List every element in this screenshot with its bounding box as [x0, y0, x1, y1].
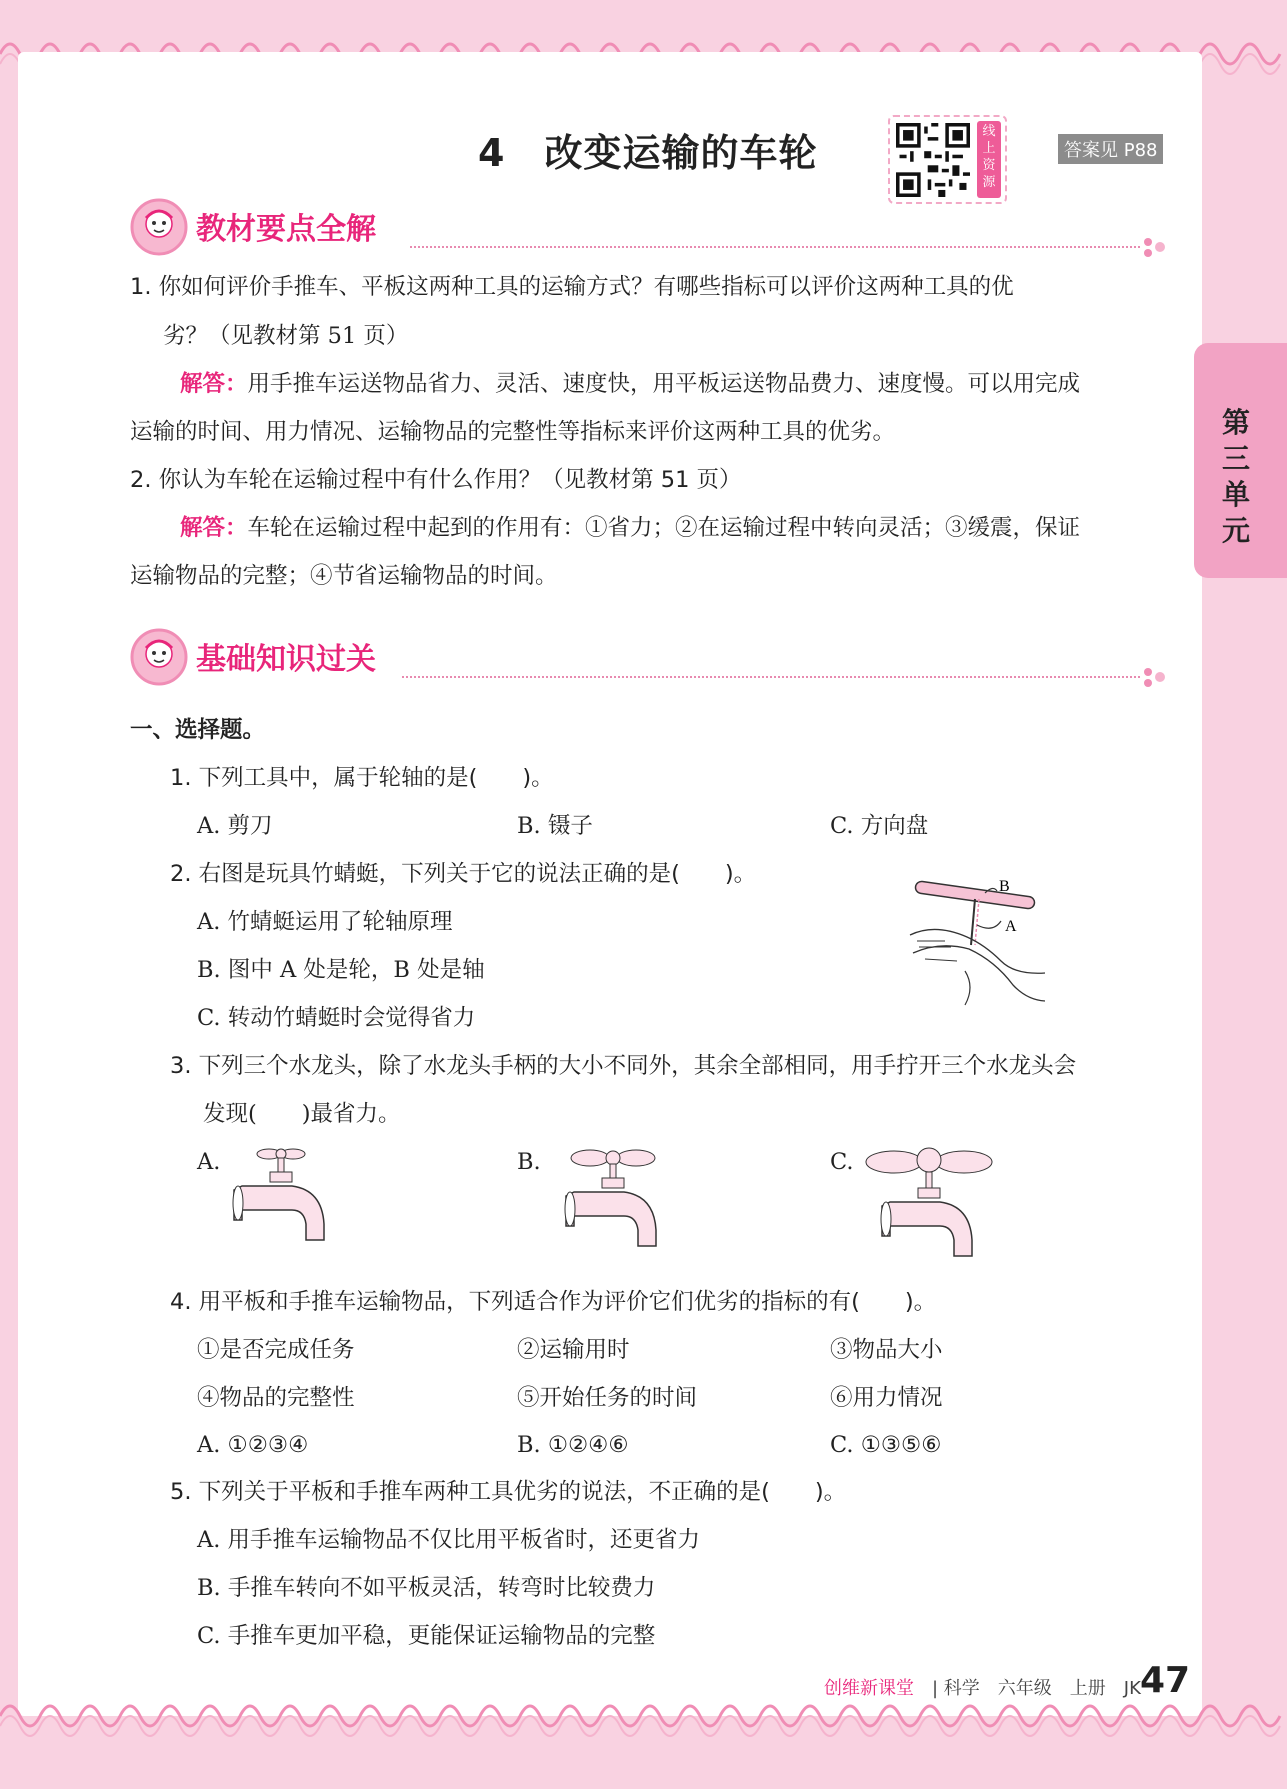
textbook-question-1-line1: 1. 你如何评价手推车、平板这两种工具的运输方式？有哪些指标可以评价这两种工具的优 [130, 274, 1014, 300]
lesson-title: 4 改变运输的车轮 [478, 131, 818, 175]
answer-text: 用手推车运送物品省力、灵活、速度快，用平板运送物品费力、速度慢。可以用完成 [247, 371, 1081, 397]
question-5-option-b[interactable]: B. 手推车转向不如平板灵活，转弯时比较费力 [197, 1575, 656, 1601]
question-2-option-a[interactable]: A. 竹蜻蜓运用了轮轴原理 [197, 909, 453, 935]
question-4-option-c[interactable]: C. ①③⑤⑥ [830, 1432, 942, 1458]
decorative-dots-icon [1142, 664, 1172, 690]
textbook-question-2: 2. 你认为车轮在运输过程中有什么作用？（见教材第 51 页） [130, 467, 742, 493]
bottom-wave-border [0, 1694, 1287, 1754]
section-title: 基础知识过关 [196, 642, 376, 677]
page-number: 47 [1140, 1660, 1191, 1701]
answer-text: 车轮在运输过程中起到的作用有：①省力；②在运输过程中转向灵活；③缓震，保证 [247, 515, 1081, 541]
question-3-option-a[interactable]: A. [197, 1149, 221, 1175]
section-divider [402, 676, 1140, 678]
unit-side-tab [1194, 343, 1287, 578]
question-4-option-b[interactable]: B. ①②④⑥ [517, 1432, 629, 1458]
qr-tag: 线上资源 [977, 121, 1001, 198]
question-3-option-c[interactable]: C. [830, 1149, 854, 1175]
qr-resource-box[interactable] [888, 115, 1007, 204]
footer-book-info: | 科学 六年级 上册 JK [932, 1678, 1141, 1699]
faucet-small-handle-figure [232, 1140, 342, 1250]
section-header-key-points [130, 198, 1180, 258]
question-2-option-b[interactable]: B. 图中 A 处是轮，B 处是轴 [197, 957, 485, 983]
question-3-stem-line2: 发现( )最省力。 [203, 1101, 401, 1127]
question-1-option-c[interactable]: C. 方向盘 [830, 813, 929, 839]
question-4-item-1: ①是否完成任务 [197, 1337, 355, 1363]
question-3-stem-line1: 3. 下列三个水龙头，除了水龙头手柄的大小不同外，其余全部相同，用手拧开三个水龙头会 [170, 1053, 1077, 1079]
answer-1-line2: 运输的时间、用力情况、运输物品的完整性等指标来评价这两种工具的优劣。 [130, 419, 896, 445]
question-4-item-5: ⑤开始任务的时间 [517, 1385, 698, 1411]
fig-label-a: A [1005, 918, 1017, 935]
answer-1-line1 [180, 369, 1080, 399]
question-5-stem: 5. 下列关于平板和手推车两种工具优劣的说法，不正确的是( )。 [170, 1479, 847, 1505]
question-3-option-b[interactable]: B. [517, 1149, 541, 1175]
student-mascot-icon [130, 198, 188, 256]
answer-label: 解答： [180, 371, 248, 397]
section-header-basic-knowledge [130, 628, 1180, 688]
question-4-stem: 4. 用平板和手推车运输物品，下列适合作为评价它们优劣的指标的有( )。 [170, 1289, 937, 1315]
question-2-option-c[interactable]: C. 转动竹蜻蜓时会觉得省力 [197, 1005, 476, 1031]
footer-brand: 创维新课堂 [824, 1678, 914, 1699]
question-1-option-b[interactable]: B. 镊子 [517, 813, 593, 839]
student-mascot-icon [130, 628, 188, 686]
question-1-stem: 1. 下列工具中，属于轮轴的是( )。 [170, 765, 554, 791]
answer-2-line1 [180, 513, 1080, 543]
textbook-question-1-line2: 劣？（见教材第 51 页） [163, 323, 409, 349]
section-divider [410, 246, 1140, 248]
decorative-dots-icon [1142, 234, 1172, 260]
question-1-option-a[interactable]: A. 剪刀 [197, 813, 273, 839]
question-4-item-4: ④物品的完整性 [197, 1385, 355, 1411]
question-4-item-3: ③物品大小 [830, 1337, 943, 1363]
question-5-option-a[interactable]: A. 用手推车运输物品不仅比用平板省时，还更省力 [197, 1527, 701, 1553]
answer-2-line2: 运输物品的完整；④节省运输物品的时间。 [130, 563, 558, 589]
answer-label: 解答： [180, 515, 248, 541]
question-5-option-c[interactable]: C. 手推车更加平稳，更能保证运输物品的完整 [197, 1623, 656, 1649]
faucet-medium-handle-figure [552, 1140, 682, 1255]
part-heading: 一、选择题。 [130, 717, 266, 743]
section-title: 教材要点全解 [196, 212, 376, 247]
question-4-item-2: ②运输用时 [517, 1337, 630, 1363]
fig-label-b: B [999, 878, 1010, 895]
faucet-large-handle-figure [860, 1140, 1000, 1270]
qr-code-icon[interactable] [896, 123, 970, 197]
unit-side-tab-label: 第三单元 [1221, 406, 1250, 547]
question-4-item-6: ⑥用力情况 [830, 1385, 943, 1411]
question-2-stem: 2. 右图是玩具竹蜻蜓，下列关于它的说法正确的是( )。 [170, 861, 757, 887]
answer-reference-badge: 答案见 P88 [1058, 134, 1163, 164]
question-4-option-a[interactable]: A. ①②③④ [197, 1432, 309, 1458]
bamboo-dragonfly-figure [905, 875, 1065, 1015]
